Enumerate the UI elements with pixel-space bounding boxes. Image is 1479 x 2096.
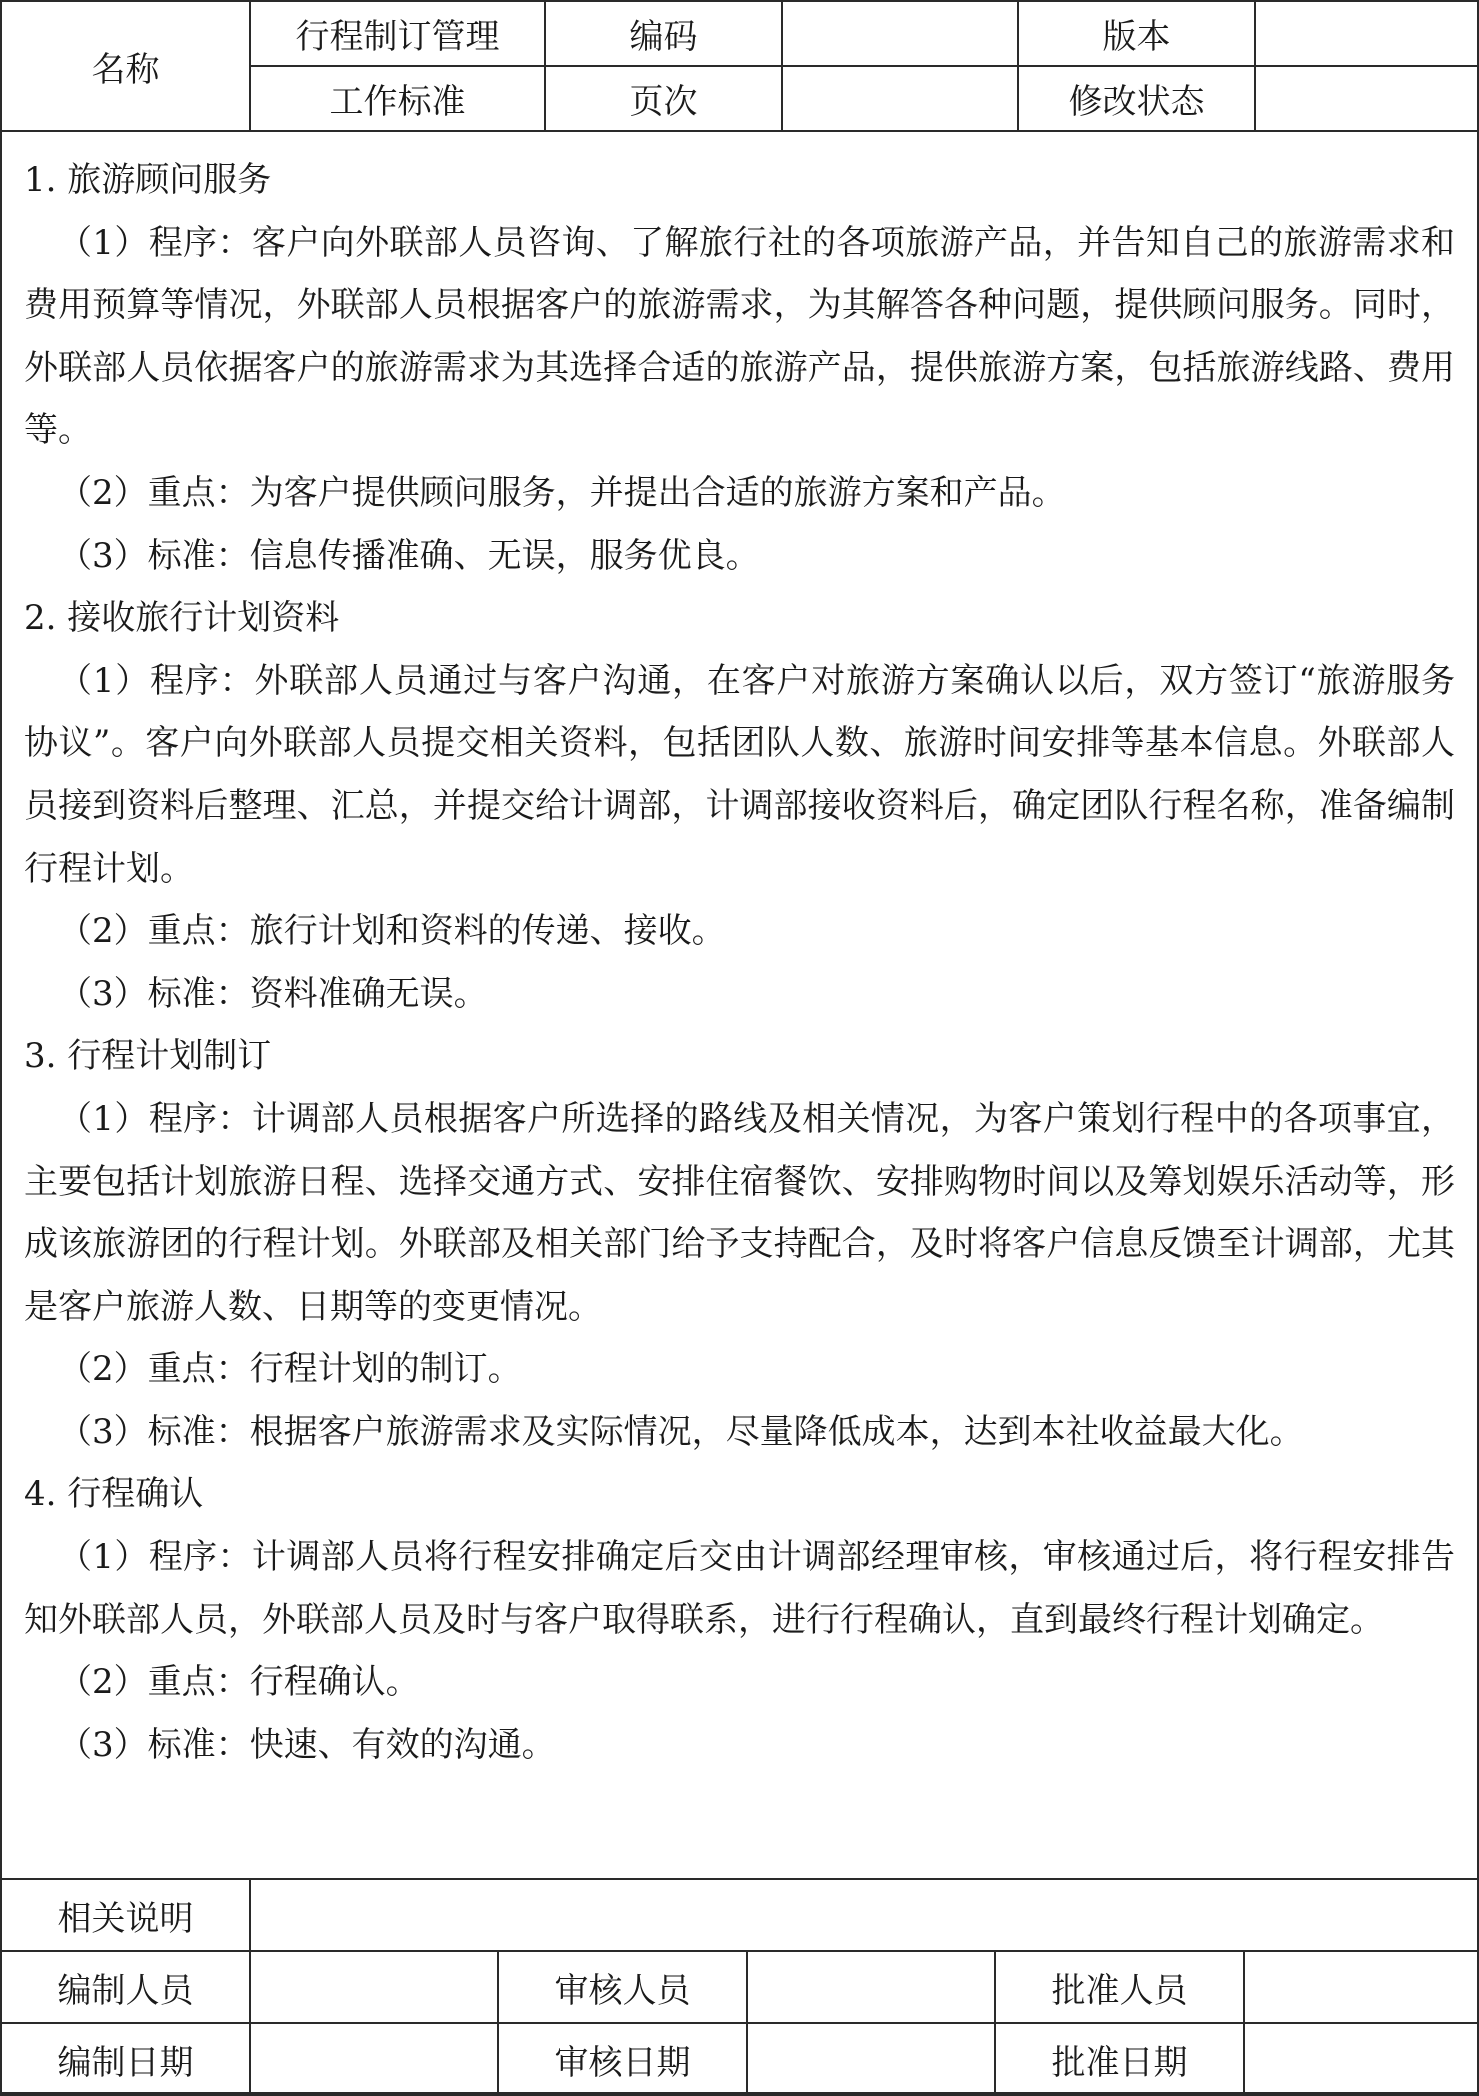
reviewed-date-label: 审核日期	[498, 2023, 747, 2095]
page-label: 页次	[545, 66, 782, 131]
notes-label: 相关说明	[1, 1879, 250, 1951]
section-item: （1）程序：外联部人员通过与客户沟通，在客户对旅游方案确认以后，双方签订“旅游服务协议”。客户向外联部人员提交相关资料，包括团队人数、旅游时间安排等基本信息。外联部人员接到资料后整理、汇总，并提交给计调部，计调部接收资料后，确定团队行程名称，准备编制行程计划。	[24, 660, 1455, 889]
approved-date-value	[1244, 2023, 1479, 2095]
section-item: （1）程序：客户向外联部人员咨询、了解旅行社的各项旅游产品，并告知自己的旅游需求和费用预算等情况，外联部人员根据客户的旅游需求，为其解答各种问题，提供顾问服务。同时，外联部人员依据客户的旅游需求为其选择合适的旅游产品，提供旅游方案，包括旅游线路、费用等。	[24, 222, 1455, 451]
version-label: 版本	[1018, 1, 1255, 66]
section-item: （1）程序：计调部人员根据客户所选择的路线及相关情况，为客户策划行程中的各项事宜，主要包括计划旅游日程、选择交通方式、安排住宿餐饮、安排购物时间以及筹划娱乐活动等，形成该旅游团的行程计划。外联部及相关部门给予支持配合，及时将客户信息反馈至计调部，尤其是客户旅游人数、日期等的变更情况。	[24, 1098, 1455, 1327]
section-item: （3）标准：快速、有效的沟通。	[58, 1724, 556, 1765]
reviewed-by-label: 审核人员	[498, 1951, 747, 2023]
prepared-by-label: 编制人员	[1, 1951, 250, 2023]
section-title: 2. 接收旅行计划资料	[24, 598, 340, 639]
approved-by-value	[1244, 1951, 1479, 2023]
signoff-table	[0, 1878, 1479, 2096]
section-item: （2）重点：为客户提供顾问服务，并提出合适的旅游方案和产品。	[58, 472, 1066, 513]
section-item: （2）重点：旅行计划和资料的传递、接收。	[58, 911, 726, 952]
reviewed-date-value	[747, 2023, 995, 2095]
section-title: 4. 行程确认	[24, 1474, 204, 1515]
prepared-date-label: 编制日期	[1, 2023, 250, 2095]
name-label: 名称	[1, 1, 250, 131]
section-item: （1）程序：计调部人员将行程安排确定后交由计调部经理审核，审核通过后，将行程安排告知外联部人员，外联部人员及时与客户取得联系，进行行程确认，直到最终行程计划确定。	[24, 1537, 1455, 1640]
approved-date-label: 批准日期	[995, 2023, 1244, 2095]
section-item: （2）重点：行程计划的制订。	[58, 1349, 522, 1390]
section-item: （3）标准：资料准确无误。	[58, 973, 488, 1014]
section-title: 3. 行程计划制订	[24, 1036, 272, 1077]
section-title: 1. 旅游顾问服务	[24, 160, 272, 200]
header-table	[0, 0, 1479, 132]
revision-label: 修改状态	[1018, 66, 1255, 131]
approved-by-label: 批准人员	[995, 1951, 1244, 2023]
section-item: （2）重点：行程确认。	[58, 1662, 420, 1703]
doc-name-line2: 工作标准	[250, 66, 545, 131]
page-value	[782, 66, 1018, 131]
revision-value	[1255, 66, 1479, 131]
doc-name-line1: 行程制订管理	[250, 1, 545, 66]
reviewed-by-value	[747, 1951, 995, 2023]
section-item: （3）标准：根据客户旅游需求及实际情况，尽量降低成本，达到本社收益最大化。	[58, 1411, 1304, 1452]
version-value	[1255, 1, 1479, 66]
section-item: （3）标准：信息传播准确、无误，服务优良。	[58, 535, 760, 576]
prepared-date-value	[250, 2023, 498, 2095]
notes-value	[250, 1879, 1479, 1951]
code-value	[782, 1, 1018, 66]
code-label: 编码	[545, 1, 782, 66]
prepared-by-value	[250, 1951, 498, 2023]
document-body	[0, 131, 1479, 1878]
